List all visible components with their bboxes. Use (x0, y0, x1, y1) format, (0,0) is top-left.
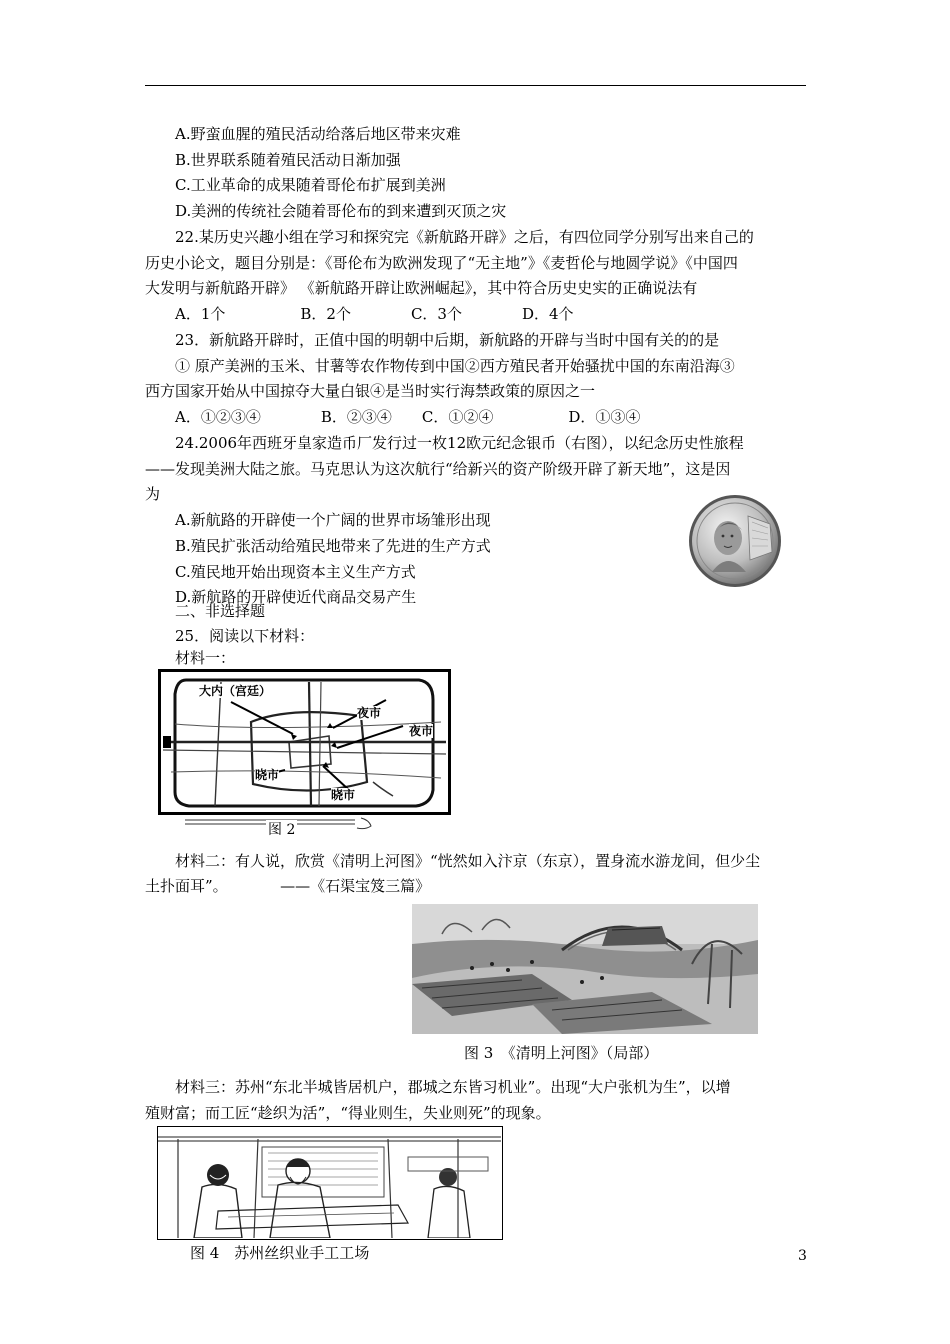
q24-stem-2: ——发现美洲大陆之旅。马克思认为这次航行“给新兴的资产阶级开辟了新天地”，这是因 (145, 460, 731, 478)
q24-option-d: D.新航路的开辟使近代商品交易产生 (175, 588, 417, 606)
material-two-line-1: 材料二：有人说，欣赏《清明上河图》“恍然如入汴京（东京），置身流水游龙间，但少尘 (175, 852, 761, 870)
map-label-night-market-1: 夜市 (357, 706, 382, 720)
material-one-label: 材料一： (175, 649, 236, 667)
q21-option-d: D.美洲的传统社会随着哥伦布的到来遭到灭顶之灾 (175, 202, 507, 220)
map-label-palace: 大内（宫廷） (199, 684, 272, 698)
q21-option-c: C.工业革命的成果随着哥伦布扩展到美洲 (175, 176, 446, 194)
q21-option-a: A.野蛮血腥的殖民活动给落后地区带来灾难 (175, 125, 461, 143)
q23-stem-3: 西方国家开始从中国掠夺大量白银④是当时实行海禁政策的原因之一 (145, 382, 596, 400)
material-three-line-2: 殖财富；而工匠“趁织为活”，“得业则生，失业则死”的现象。 (145, 1104, 551, 1122)
section-two-heading: 二、非选择题 (175, 602, 266, 620)
q23-options: A．①②③④ B．②③④ C．①②④ D．①③④ (175, 408, 641, 426)
suzhou-workshop-image (157, 1126, 503, 1240)
map-label-dawn-market-2: 晓市 (331, 788, 356, 802)
figure-2-caption: 图 2 (268, 822, 296, 838)
q22-stem-3: 大发明与新航路开辟》 《新航路开辟让欧洲崛起》，其中符合历史史实的正确说法有 (145, 279, 698, 297)
map-label-night-market-2: 夜市 (409, 724, 434, 738)
kaifeng-market-map (158, 669, 451, 815)
header-rule (145, 85, 806, 86)
commemorative-coin-image (688, 494, 782, 588)
q22-stem-1: 22.某历史兴趣小组在学习和探究完《新航路开辟》之后，有四位同学分别写出来自己的 (175, 228, 754, 246)
q23-stem-2: ① 原产美洲的玉米、甘薯等农作物传到中国②西方殖民者开始骚扰中国的东南沿海③ (175, 357, 735, 375)
q24-stem-3: 为 (145, 485, 161, 503)
q24-option-b: B.殖民扩张活动给殖民地带来了先进的生产方式 (175, 537, 491, 555)
qingming-painting-image (412, 904, 758, 1034)
material-two-line-2: 土扑面耳”。 ——《石渠宝笈三篇》 (145, 877, 431, 895)
figure-4-caption: 图 4 苏州丝织业手工工场 (190, 1244, 370, 1262)
q22-options: A．1个 B．2个 C．3个 D．4个 (175, 305, 574, 323)
q25-stem: 25．阅读以下材料： (175, 627, 315, 645)
q24-stem-1: 24.2006年西班牙皇家造币厂发行过一枚12欧元纪念银币（右图），以纪念历史性旅程 (175, 434, 744, 452)
material-three-line-1: 材料三：苏州“东北半城皆居机户，郡城之东皆习机业”。出现“大户张机为生”，以增 (175, 1078, 731, 1096)
q24-option-c: C.殖民地开始出现资本主义生产方式 (175, 563, 416, 581)
page-number: 3 (798, 1248, 807, 1264)
map-label-dawn-market-1: 晓市 (255, 768, 280, 782)
q23-stem-1: 23．新航路开辟时，正值中国的明朝中后期，新航路的开辟与当时中国有关的的是 (175, 331, 720, 349)
q22-stem-2: 历史小论文，题目分别是：《哥伦布为欧洲发现了“无主地”》《麦哲伦与地圆学说》《中国四 (145, 254, 738, 272)
q24-option-a: A.新航路的开辟使一个广阔的世界市场雏形出现 (175, 511, 491, 529)
figure-3-caption: 图 3 《清明上河图》（局部） (464, 1044, 659, 1062)
q21-option-b: B.世界联系随着殖民活动日渐加强 (175, 151, 401, 169)
